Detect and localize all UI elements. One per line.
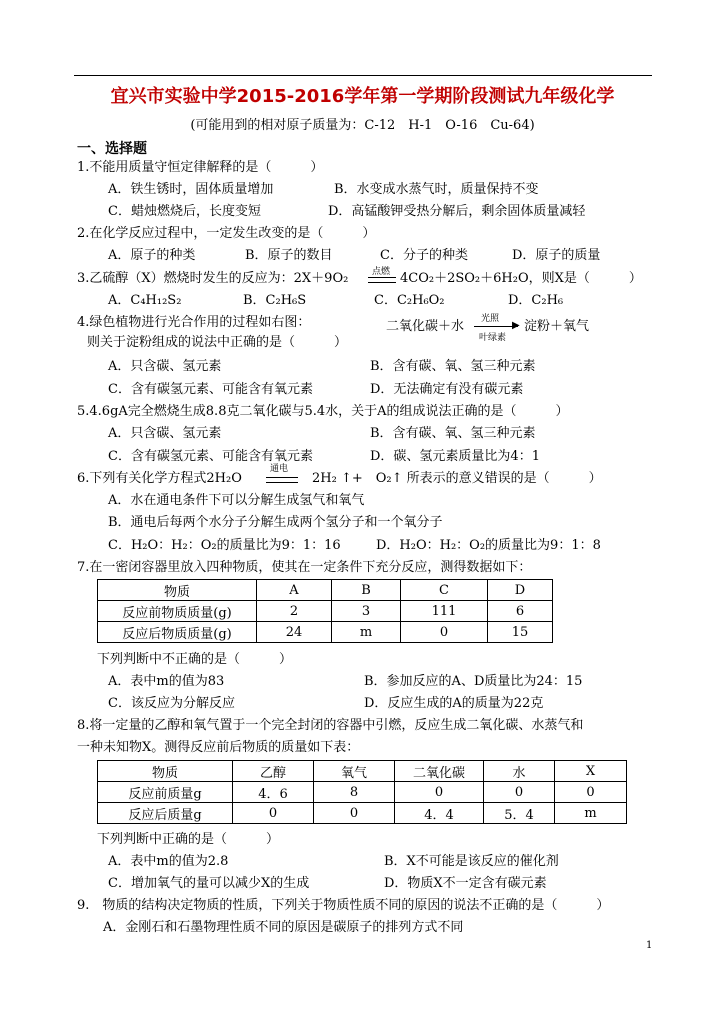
table-cell: 反应后物质质量(g) — [98, 622, 257, 643]
table-cell: 24 — [257, 622, 332, 643]
q4-figure-arrow-head: ▶ — [512, 320, 520, 331]
table-cell: C — [401, 580, 488, 601]
q4-option-a: A．只含碳、氢元素 — [108, 359, 222, 374]
table-row — [98, 782, 627, 803]
table-cell: 反应后质量g — [98, 803, 233, 824]
q8-data-table — [97, 760, 627, 824]
table-header-row — [98, 761, 627, 782]
q3-stem-start: 3.乙硫醇（X）燃烧时发生的反应为：2X＋9O₂ — [77, 271, 349, 286]
q5-stem: 5.4.6gA完全燃烧生成8.8克二氧化碳与5.4水，关于A的组成说法正确的是（ ） — [77, 404, 569, 419]
q9-option-a: A．金刚石和石墨物理性质不同的原因是碳原子的排列方式不同 — [103, 920, 464, 935]
q5-option-b: B．含有碳、氧、氢三种元素 — [370, 426, 536, 441]
q2-option-b: B．原子的数目 — [245, 248, 333, 263]
q6-option-d: D．H₂O：H₂：O₂的质量比为9：1：8 — [376, 538, 601, 553]
table-cell: D — [488, 580, 553, 601]
table-cell: X — [555, 761, 627, 782]
q4-option-b: B．含有碳、氧、氢三种元素 — [370, 359, 536, 374]
table-cell: 0 — [555, 782, 627, 803]
header-rule — [74, 75, 652, 76]
q7-option-a: A．表中m的值为83 — [108, 674, 225, 689]
table-cell: 二氧化碳 — [395, 761, 484, 782]
q8-option-d: D．物质X不一定含有碳元素 — [384, 876, 547, 891]
table-cell: 4．4 — [395, 803, 484, 824]
table-cell: A — [257, 580, 332, 601]
table-cell: 氧气 — [314, 761, 395, 782]
q6-option-b: B．通电后每两个水分子分解生成两个氢分子和一个氧分子 — [108, 515, 443, 530]
q6-equals-sign — [266, 477, 298, 483]
q5-option-c: C．含有碳氢元素、可能含有氧元素 — [108, 449, 313, 464]
q4-figure-products: 淀粉＋氧气 — [524, 319, 590, 334]
q7-option-d: D．反应生成的A的质量为22克 — [364, 696, 544, 711]
q6-option-c: C．H₂O：H₂：O₂的质量比为9：1：16 — [108, 538, 341, 553]
table-cell: 水 — [484, 761, 555, 782]
q3-equals-sign — [368, 277, 396, 283]
q1-option-a: A．铁生锈时，固体质量增加 — [108, 182, 274, 197]
table-cell: 物质 — [98, 761, 233, 782]
q6-stem-end: 2H₂ ↑+ O₂↑ 所表示的意义错误的是（ ） — [312, 471, 602, 486]
table-cell: 4．6 — [233, 782, 314, 803]
q6-condition: 通电 — [270, 464, 289, 474]
q8-sub-question: 下列判断中正确的是（ ） — [97, 832, 280, 847]
q8-option-a: A．表中m的值为2.8 — [108, 854, 229, 869]
table-cell: 物质 — [98, 580, 257, 601]
q3-condition: 点燃 — [372, 267, 391, 277]
q8-stem-2: 一种未知物X。测得反应前后物质的质量如下表： — [77, 740, 360, 755]
table-cell: 0 — [484, 782, 555, 803]
table-cell: 0 — [401, 622, 488, 643]
table-cell: 反应前物质质量(g) — [98, 601, 257, 622]
q2-option-d: D．原子的质量 — [512, 248, 601, 263]
q6-stem-start: 6.下列有关化学方程式2H₂O — [77, 471, 242, 486]
q7-option-b: B．参加反应的A、D质量比为24：15 — [364, 674, 583, 689]
q1-option-d: D．高锰酸钾受热分解后，剩余固体质量减轻 — [328, 204, 586, 219]
table-cell: 15 — [488, 622, 553, 643]
q3-stem-end: 4CO₂＋2SO₂＋6H₂O，则X是（ ） — [400, 271, 642, 286]
q3-option-d: D．C₂H₆ — [508, 293, 564, 308]
q2-option-a: A．原子的种类 — [108, 248, 196, 263]
table-cell: 3 — [332, 601, 401, 622]
q4-option-d: D．无法确定有没有碳元素 — [370, 382, 524, 397]
q6-option-a: A．水在通电条件下可以分解生成氢气和氧气 — [108, 493, 365, 508]
table-cell: B — [332, 580, 401, 601]
section-heading: 一、选择题 — [77, 141, 147, 157]
table-cell: 乙醇 — [233, 761, 314, 782]
table-cell: 5．4 — [484, 803, 555, 824]
table-cell: 0 — [233, 803, 314, 824]
q1-option-b: B．水变成水蒸气时，质量保持不变 — [334, 182, 539, 197]
table-cell: 6 — [488, 601, 553, 622]
q8-option-c: C．增加氧气的量可以减少X的生成 — [108, 876, 310, 891]
table-cell: m — [555, 803, 627, 824]
q7-stem: 7.在一密闭容器里放入四种物质，使其在一定条件下充分反应，测得数据如下： — [77, 560, 532, 575]
table-cell: 2 — [257, 601, 332, 622]
q5-option-a: A．只含碳、氢元素 — [108, 426, 222, 441]
table-cell: m — [332, 622, 401, 643]
q8-option-b: B．X不可能是该反应的催化剂 — [384, 854, 559, 869]
table-row — [98, 601, 553, 622]
table-row — [98, 622, 553, 643]
q4-figure-condition-light: 光照 — [481, 314, 500, 324]
page-title: 宜兴市实验中学2015-2016学年第一学期阶段测试九年级化学 — [110, 86, 615, 107]
q4-option-c: C．含有碳氢元素、可能含有氧元素 — [108, 382, 313, 397]
table-cell: 反应前质量g — [98, 782, 233, 803]
q4-figure-condition-chlorophyll: 叶绿素 — [479, 333, 507, 343]
q8-stem: 8.将一定量的乙醇和氧气置于一个完全封闭的容器中引燃，反应生成二氧化碳、水蒸气和 — [77, 718, 584, 733]
atomic-mass-note: (可能用到的相对原子质量为：C-12 H-1 O-16 Cu-64) — [190, 118, 535, 133]
q4-stem-2: 则关于淀粉组成的说法中正确的是（ ） — [87, 335, 348, 350]
q4-figure-reactants: 二氧化碳＋水 — [386, 319, 465, 334]
q5-option-d: D．碳、氢元素质量比为4：1 — [370, 449, 540, 464]
q2-option-c: C．分子的种类 — [380, 248, 468, 263]
table-cell: 0 — [314, 803, 395, 824]
page-number: 1 — [646, 940, 653, 951]
table-cell: 111 — [401, 601, 488, 622]
table-row — [98, 803, 627, 824]
q4-stem: 4.绿色植物进行光合作用的过程如右图： — [77, 315, 311, 330]
q3-option-b: B．C₂H₆S — [243, 293, 307, 308]
q1-option-c: C．蜡烛燃烧后，长度变短 — [108, 204, 261, 219]
table-cell: 8 — [314, 782, 395, 803]
q1-stem: 1.不能用质量守恒定律解释的是（ ） — [77, 160, 324, 175]
table-header-row — [98, 580, 553, 601]
q2-stem: 2.在化学反应过程中，一定发生改变的是（ ） — [77, 226, 376, 241]
q7-data-table — [97, 579, 553, 643]
q7-option-c: C．该反应为分解反应 — [108, 696, 235, 711]
q7-sub-question: 下列判断中不正确的是（ ） — [97, 652, 293, 667]
q3-option-a: A．C₄H₁₂S₂ — [108, 293, 182, 308]
q3-option-c: C．C₂H₆O₂ — [374, 293, 445, 308]
table-cell: 0 — [395, 782, 484, 803]
q9-stem: 9. 物质的结构决定物质的性质，下列关于物质性质不同的原因的说法不正确的是（ ） — [77, 898, 610, 913]
